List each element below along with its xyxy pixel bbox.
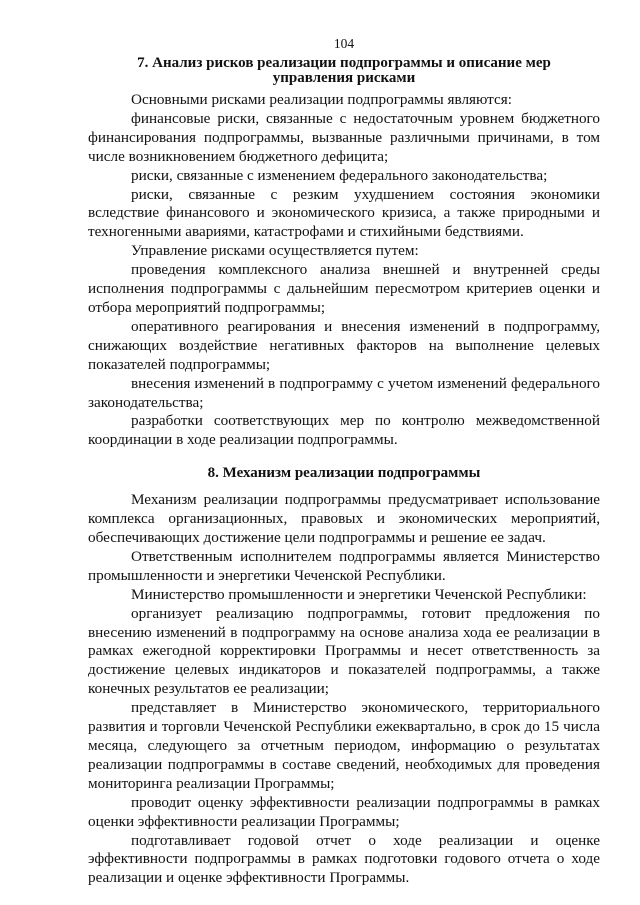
paragraph: разработки соответствующих мер по контролю межведомственной координации в ходе реализации подпрограммы. <box>88 412 600 449</box>
section-7-body <box>88 91 600 450</box>
section-8-heading: 8. Механизм реализации подпрограммы <box>207 465 481 482</box>
paragraph: Основными рисками реализации подпрограммы являются: <box>131 91 512 108</box>
section-7-heading-line-1: 7. Анализ рисков реализации подпрограммы и описание мер <box>137 55 551 71</box>
section-spacer <box>88 450 600 464</box>
paragraph: проведения комплексного анализа внешней и внутренней среды исполнения подпрограммы с дальнейшим пересмотром критериев оценки и отбора мероприятий подпрограммы; <box>88 261 600 316</box>
section-7-heading <box>88 56 600 86</box>
paragraph: внесения изменений в подпрограмму с учетом изменений федерального законодательства; <box>88 374 600 411</box>
page-content <box>88 36 600 888</box>
paragraph: Механизм реализации подпрограммы предусматривает использование комплекса организационных, правовых и экономических мероприятий, обеспечивающих достижение цели подпрограммы и решение ее задач. <box>88 491 600 547</box>
page-number: 104 <box>333 36 355 51</box>
paragraph: Ответственным исполнителем подпрограммы является Министерство промышленности и энергетики Чеченской Республики. <box>88 547 600 584</box>
paragraph: представляет в Министерство экономического, территориального развития и торговли Чеченской Республики ежеквартально, в срок до 15 числа месяца, следующего за отчетным периодом, информацию о результатах реализации подпрограммы в составе сведений, необходимых для проведения мониторинга реализации Программы; <box>88 699 600 792</box>
section-8-body <box>88 491 600 888</box>
section-7-heading-line-2: управления рисками <box>272 70 416 86</box>
paragraph: финансовые риски, связанные с недостаточным уровнем бюджетного финансирования подпрограммы, вызванные различными причинами, в том числе возникновением бюджетного дефицита; <box>88 109 600 165</box>
paragraph: проводит оценку эффективности реализации подпрограммы в рамках оценки эффективности реализации Программы; <box>88 793 600 830</box>
paragraph: Управление рисками осуществляется путем: <box>131 242 419 260</box>
paragraph: риски, связанные с резким ухудшением состояния экономики вследствие финансового и экономического кризиса, а также природными и техногенными авариями, катастрофами и стихийными бедствиями. <box>88 185 600 241</box>
paragraph: оперативного реагирования и внесения изменений в подпрограмму, снижающих воздействие негативных факторов на выполнение целевых показателей подпрограммы; <box>88 317 600 373</box>
paragraph: организует реализацию подпрограммы, готовит предложения по внесению изменений в подпрограмму на основе анализа хода ее реализации в рамках ежегодной корректировки Программы и несет ответственность за достижение целевых индикаторов и показателей подпрограммы, а также конечных результатов ее реализации; <box>88 604 600 698</box>
paragraph: Министерство промышленности и энергетики Чеченской Республики: <box>131 585 587 603</box>
paragraph: подготавливает годовой отчет о ходе реализации и оценке эффективности подпрограммы в рамках подготовки годового отчета о ходе реализации и оценке эффективности Программы. <box>88 831 600 887</box>
paragraph: риски, связанные с изменением федерального законодательства; <box>131 166 548 184</box>
